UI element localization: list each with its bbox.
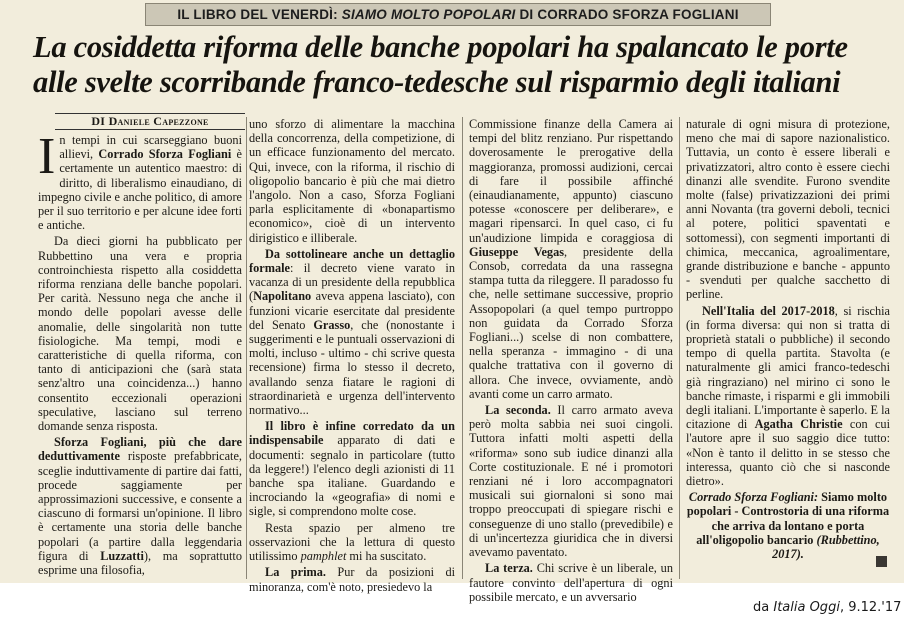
paragraph: Nell'Italia del 2017-2018, si rischia (in forma diversa: qui non si tratta di proprietà statali o pubbliche) il secondo tempo di quella partita. Stavolta (e naturalmente gli amici franco-tedeschi già ringraziano) nel mirino ci sono le banche rimaste, i risparmi e gli immobili degli italiani. L'importante è saperlo. E la citazione di Agatha Christie con cui l'autore apre il suo saggio dice tutto: «Non è tanto il delitto in se stesso che interessa, quanto ciò che si nasconde dietro». [686,303,891,489]
paragraph: Sforza Fogliani, più che dare deduttivamente risposte prefabbricate, sceglie induttivamente di partire dai fatti, procede saggiamente per approssimazioni successive, e consente a ciascuno di formarsi un'opinione. Il libro è certamente una storia delle banche popolari (a partire dalla leggendaria figura di Luzzatti), ma soprattutto esprime una filosofia, [38,435,242,578]
column-divider [462,117,463,579]
article-column-1 [38,128,242,579]
drop-cap: I [38,128,56,185]
paragraph: La terza. Chi scrive è un liberale, un fautore convinto dell'apertura di ogni possibile mercato, e un avversario [469,561,673,604]
column-divider [246,117,247,579]
column-divider [679,117,680,579]
book-reference: Corrado Sforza Fogliani: Siamo molto popolari - Controstoria di una riforma che arriva da lontano e porta all'oligopolio bancario (Rubbettino, 2017). [686,490,890,562]
headline-line-1: La cosiddetta riforma delle banche popolari ha spalancato le porte [33,30,848,64]
headline [33,30,899,100]
source-caption: da Italia Oggi, 9.12.'17 [753,600,902,615]
paragraph: La prima. Pur da posizioni di minoranza, com'è noto, presiedevo la [249,565,456,594]
article-column-3 [469,117,673,606]
paragraph: Resta spazio per almeno tre osservazioni che la lettura di questo utilissimo pamphlet mi ha suscitato. [249,520,455,564]
paragraph: Il libro è infine corredato da un indispensabile apparato di dati e documenti: segnalo in particolare (tutto da leggere!) l'elenco degli azionisti di 11 banche spa italiane. Guardando e incrociando la «geografia» di nomi e sigle, si comprendono molte cose. [249,419,455,519]
kicker-book-title: SIAMO MOLTO POPOLARI [341,7,516,22]
byline: DI Daniele Capezzone [55,113,245,130]
byline-author: Daniele Capezzone [108,114,209,128]
paragraph: Commissione finanze della Camera ai tempi del blitz renziano. Pur rispettando doverosamente le prerogative della maggioranza, promossi audizioni, cercai di fare il possibile affinché (einaudianamente, appunto) ciascuno potesse «conoscere per deliberare», e magari ripensarci. In quel caso, ci fu un'audizione limpida e coraggiosa di Giuseppe Vegas, presidente della Consob, corredata da una rassegna stampa tutta da rileggere. Il paradosso fu che, nelle settimane successive, proprio Assopopolari (a quel tempo purtroppo non guidata da Corrado Sforza Fogliani...) scelse di non combattere, nella speranza - immagino - di una qualche trattativa con il governo di allora. Che invece, ovviamente, andò avanti come un carro armato. [469,117,674,401]
paragraph: In tempi in cui scarseggiano buoni allievi, Corrado Sforza Fogliani è certamente un autentico maestro: di diritto, di liberalismo einaudiano, di impegno civile e anche politico, di amore per il suo territorio e per alcune idee forti e antiche. [38,128,242,233]
end-of-article-square-icon [876,556,887,567]
paragraph: Da dieci giorni ha pubblicato per Rubbettino una vera e propria controinchiesta rispetto alla cosiddetta riforma renziana delle banche popolari. Per carità. Nessuno nega che anche il mondo delle popolari avesse delle anomalie, delle singolarità non tutte fisiologiche. Ma tempi, modi e caratteristiche di quella riforma, con tanto di anticipazioni che (sarà stata senz'altro una coincidenza...) hanno consentito eccezionali operazioni speculative, lasciano sul terreno domande senza risposta. [38,234,242,434]
article-column-2 [249,117,455,596]
headline-line-2: alle svelte scorribande franco-tedesche sul risparmio degli italiani [33,65,841,99]
section-kicker: IL LIBRO DEL VENERDÌ: SIAMO MOLTO POPOLARI DI CORRADO SFORZA FOGLIANI [145,3,771,26]
article-column-4 [686,117,890,563]
paragraph: uno sforzo di alimentare la macchina della concorrenza, della competizione, di un efficace funzionamento del mercato. Qui, invece, con la riforma, il rischio di oligopolio bancario è più che mai dietro l'angolo. Non a caso, Sforza Fogliani parla esplicitamente di «bonapartismo economico», cioè di un intervento dirigistico e illiberale. [249,117,455,245]
source-publication: Italia Oggi [773,600,840,615]
paragraph: Da sottolineare anche un dettaglio formale: il decreto viene varato in vacanza di un presidente della repubblica (Napolitano aveva appena lasciato), con funzioni vicarie esercitate dal presidente del Senato Grasso, che (nonostante i suggerimenti e le puntuali osservazioni di molti, incluso - ultimo - chi scrive questa recensione) firma lo stesso il decreto, avallando senza fiatare le ragioni di straordinarietà e urgenza dell'intervento normativo... [249,246,455,418]
paragraph: La seconda. Il carro armato aveva però molta sabbia nei suoi cingoli. Tuttora infatti molti aspetti della «riforma» sono sub iudice dinanzi alla Corte costituzionale. E né i promotori renziani né i loro accompagnatori musicali sui giornaloni si sono mai troppo preoccupati di spiegare rischi e conseguenze di uno stallo (prevedibile) e di un'incertezza giuridica che in diversi avevamo paventato. [469,403,673,560]
paragraph: naturale di ogni misura di protezione, meno che mai di sapore nazionalistico. Tuttavia, un conto è essere liberali e privatizzatori, altro conto è essere ciechi dinanzi alle svendite. Furono svendite molte (false) privatizzazioni dei primi anni Novanta (tra governi deboli, tecnici al potere, politici spaventati e sottomessi), con segmenti importanti di chimica, meccanica, agroalimentare, grande distribuzione e banche - appunto - svenduti per qualche sacchetto di perline. [686,117,890,302]
